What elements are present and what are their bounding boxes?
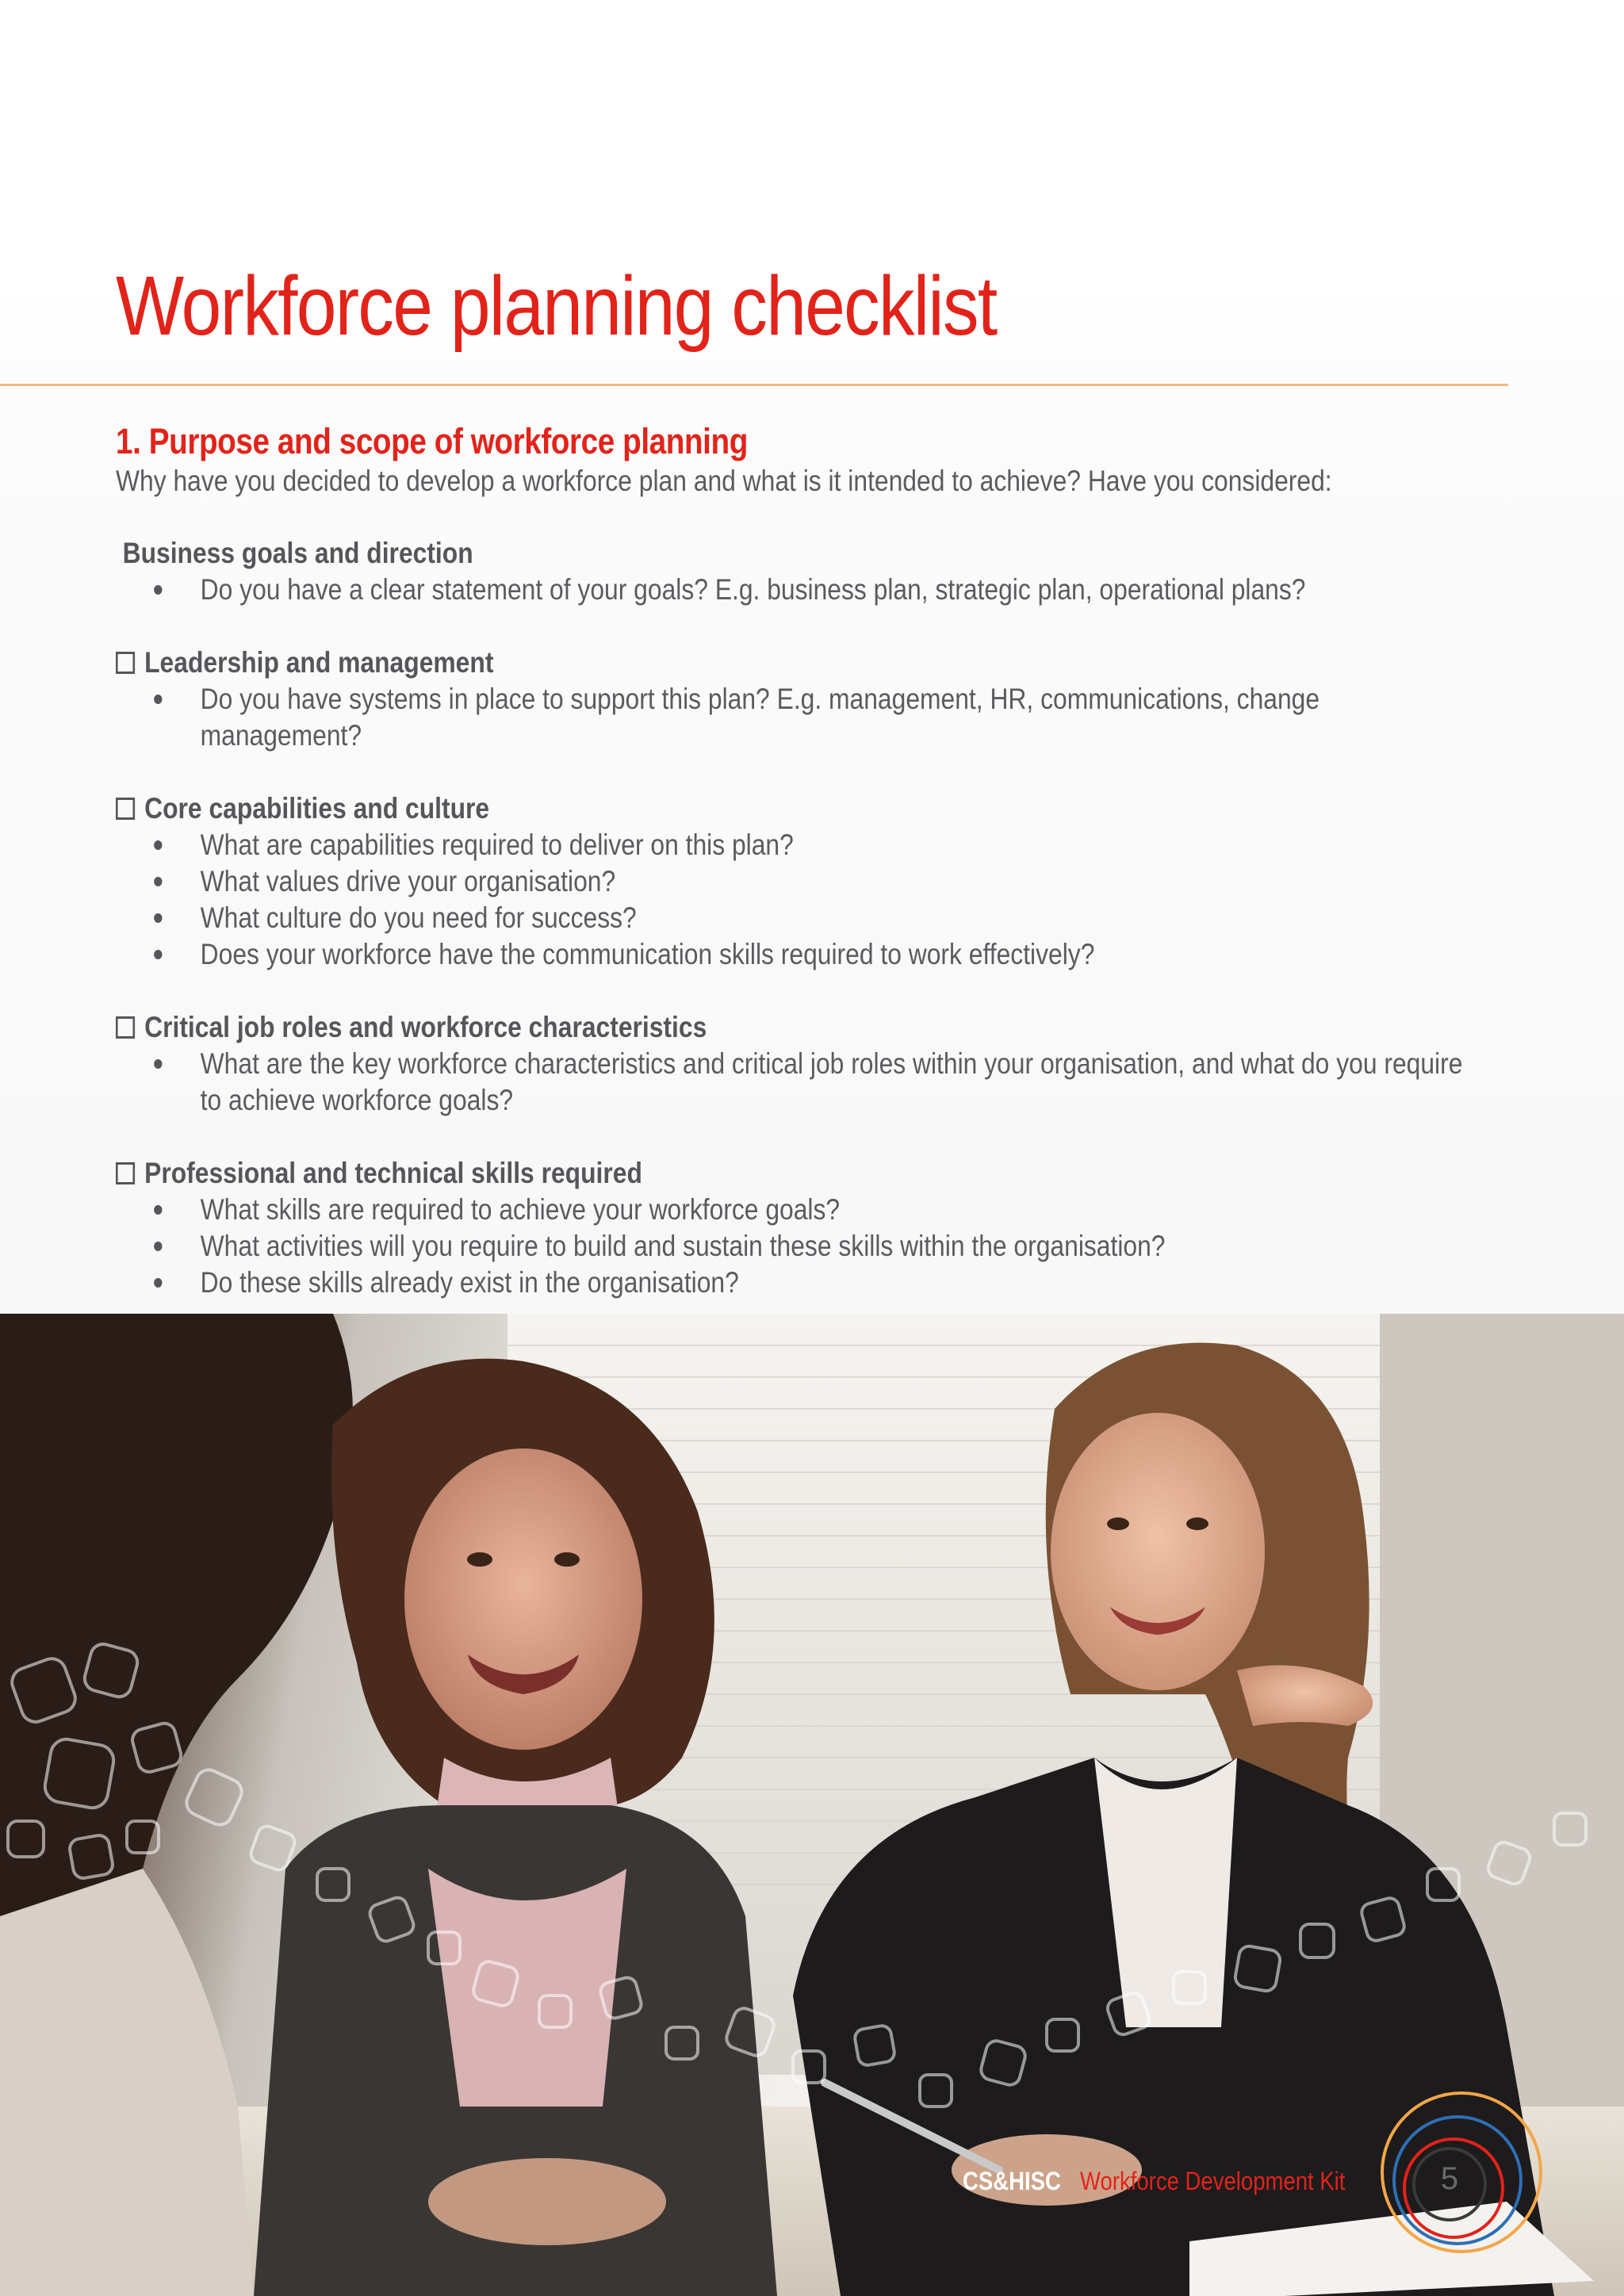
group-professional-skills bbox=[116, 1155, 1511, 1301]
list-item: What are capabilities required to deliver on this plan? bbox=[201, 827, 1511, 863]
footer-brand: CS&HISC bbox=[963, 2167, 1061, 2195]
bullet-list bbox=[116, 1046, 1511, 1119]
list-item: What values drive your organisation? bbox=[201, 863, 1511, 900]
group-business-goals bbox=[116, 535, 1511, 608]
group-title bbox=[116, 790, 1511, 827]
list-item: Do these skills already exist in the organisation? bbox=[201, 1265, 1511, 1301]
list-item: What are the key workforce characteristics and critical job roles within your organisation, and what do you require to achieve workforce goals? bbox=[201, 1046, 1511, 1119]
bullet-list bbox=[116, 681, 1511, 754]
group-title bbox=[116, 645, 1511, 681]
page-number: 5 bbox=[1440, 2161, 1459, 2196]
group-core-capabilities bbox=[116, 790, 1511, 973]
list-item: Does your workforce have the communication skills required to work effectively? bbox=[201, 936, 1511, 973]
list-item: What skills are required to achieve your workforce goals? bbox=[201, 1192, 1511, 1228]
bullet-list bbox=[116, 572, 1511, 608]
group-title bbox=[116, 535, 1511, 572]
group-title-label: Business goals and direction bbox=[122, 537, 473, 569]
group-title bbox=[116, 1155, 1511, 1192]
bullet-list bbox=[116, 1192, 1511, 1301]
group-title-label: Core capabilities and culture bbox=[144, 792, 490, 825]
checklist-content bbox=[116, 420, 1511, 1301]
checkbox-icon[interactable] bbox=[116, 1162, 135, 1184]
page-title: Workforce planning checklist bbox=[116, 259, 997, 353]
meeting-photo-illustration bbox=[0, 1314, 1624, 2296]
checkbox-icon[interactable] bbox=[116, 1016, 135, 1039]
group-title bbox=[116, 1009, 1511, 1046]
list-item: What culture do you need for success? bbox=[201, 900, 1511, 936]
group-critical-roles bbox=[116, 1009, 1511, 1119]
title-divider bbox=[0, 384, 1508, 386]
section-heading: 1. Purpose and scope of workforce planning bbox=[116, 421, 748, 461]
list-item: Do you have a clear statement of your goals? E.g. business plan, strategic plan, operational plans? bbox=[201, 572, 1511, 608]
checkbox-icon[interactable] bbox=[116, 798, 135, 820]
group-title-label: Critical job roles and workforce characteristics bbox=[144, 1011, 707, 1043]
group-title-label: Professional and technical skills required bbox=[144, 1157, 642, 1189]
group-title-label: Leadership and management bbox=[144, 646, 494, 679]
checkbox-icon[interactable] bbox=[116, 652, 135, 674]
footer-kit-title: Workforce Development Kit bbox=[1080, 2167, 1346, 2195]
group-leadership bbox=[116, 645, 1511, 754]
list-item: What activities will you require to build and sustain these skills within the organisation? bbox=[201, 1228, 1511, 1265]
checkbox-icon bbox=[116, 542, 123, 564]
bullet-list bbox=[116, 827, 1511, 973]
section-intro: Why have you decided to develop a workforce plan and what is it intended to achieve? Have you considered: bbox=[116, 465, 1332, 497]
meeting-photo bbox=[0, 1314, 1624, 2296]
list-item: Do you have systems in place to support this plan? E.g. management, HR, communications, change management? bbox=[201, 681, 1511, 754]
